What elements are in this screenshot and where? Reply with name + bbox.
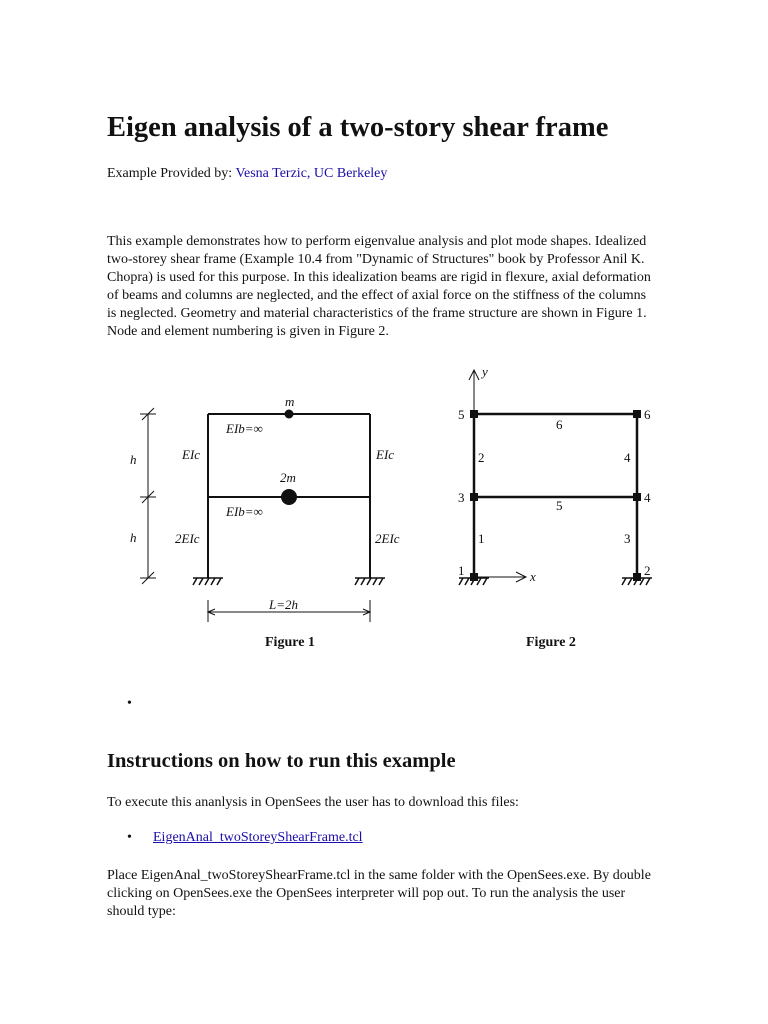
mass-top-dot bbox=[285, 410, 294, 419]
mass-top-label: m bbox=[285, 394, 295, 409]
list-item bbox=[127, 828, 363, 848]
element-2-label: 2 bbox=[478, 450, 485, 465]
execute-paragraph: To execute this ananlysis in OpenSees the user has to download this files: bbox=[107, 795, 519, 810]
axis-y-label: y bbox=[482, 364, 488, 379]
place-paragraph: Place EigenAnal_twoStoreyShearFrame.tcl in the same folder with the OpenSees.exe. By double clicking on OpenSees.exe the OpenSees interpreter will pop out. To run the analysis the user should type: bbox=[107, 868, 651, 919]
beam-mid-label: EIb=∞ bbox=[226, 504, 263, 519]
node-3-marker bbox=[470, 493, 478, 501]
separator-link[interactable]: , bbox=[306, 166, 314, 181]
bullet-marker: • bbox=[127, 830, 132, 845]
page-title: Eigen analysis of a two-story shear frame bbox=[107, 112, 609, 143]
figure-2-diagram bbox=[410, 360, 690, 660]
node-6-marker bbox=[633, 410, 641, 418]
intro-paragraph: This example demonstrates how to perform eigenvalue analysis and plot mode shapes. Idealized two-storey shear frame (Example 10.4 from "Dynamic of Structures" book by Professor Anil K. Chopra) is used for this purpose. In this idealization beams are rigid in flexure, axial deformation of beams and columns are neglected, and the effect of axial force on the stiffness of the columns is neglected. Geometry and material characteristics of the frame structure are shown in Figure 1. Node and element numbering is given in Figure 2. bbox=[107, 234, 651, 339]
node-4-marker bbox=[633, 493, 641, 501]
span-label: L=2h bbox=[269, 597, 299, 612]
element-5-label: 5 bbox=[556, 498, 563, 513]
institution-link[interactable]: UC Berkeley bbox=[313, 166, 388, 181]
figures-panel bbox=[120, 360, 680, 660]
node-2-label: 2 bbox=[644, 563, 651, 578]
col-lower-left-label: 2EIc bbox=[175, 531, 200, 546]
element-4-label: 4 bbox=[624, 450, 631, 465]
node-6-label: 6 bbox=[644, 407, 651, 422]
node-4-label: 4 bbox=[644, 490, 651, 505]
section-heading: Instructions on how to run this example bbox=[107, 750, 456, 772]
empty-bullet: • bbox=[127, 696, 132, 711]
figure-2-caption: Figure 2 bbox=[526, 635, 576, 650]
node-5-label: 5 bbox=[458, 407, 465, 422]
element-6-label: 6 bbox=[556, 417, 563, 432]
col-upper-left-label: EIc bbox=[182, 447, 201, 462]
col-lower-right-label: 2EIc bbox=[375, 531, 400, 546]
node-1-label: 1 bbox=[458, 563, 465, 578]
mass-mid-dot bbox=[281, 489, 297, 505]
credit-prefix: Example Provided by: bbox=[107, 166, 236, 181]
mass-mid-label: 2m bbox=[280, 470, 296, 485]
axis-x-label: x bbox=[530, 569, 536, 584]
figure-1-diagram bbox=[120, 360, 400, 660]
file-list bbox=[127, 828, 363, 848]
element-3-label: 3 bbox=[624, 531, 631, 546]
author-link[interactable]: Vesna Terzic bbox=[235, 166, 307, 181]
node-3-label: 3 bbox=[458, 490, 465, 505]
height-lower-label: h bbox=[130, 530, 137, 545]
element-1-label: 1 bbox=[478, 531, 485, 546]
height-upper-label: h bbox=[130, 452, 137, 467]
figure-1-caption: Figure 1 bbox=[265, 635, 315, 650]
col-upper-right-label: EIc bbox=[376, 447, 395, 462]
tcl-file-link[interactable]: EigenAnal_twoStoreyShearFrame.tcl bbox=[153, 830, 363, 845]
node-5-marker bbox=[470, 410, 478, 418]
beam-top-label: EIb=∞ bbox=[226, 421, 263, 436]
credit-line bbox=[107, 164, 387, 184]
